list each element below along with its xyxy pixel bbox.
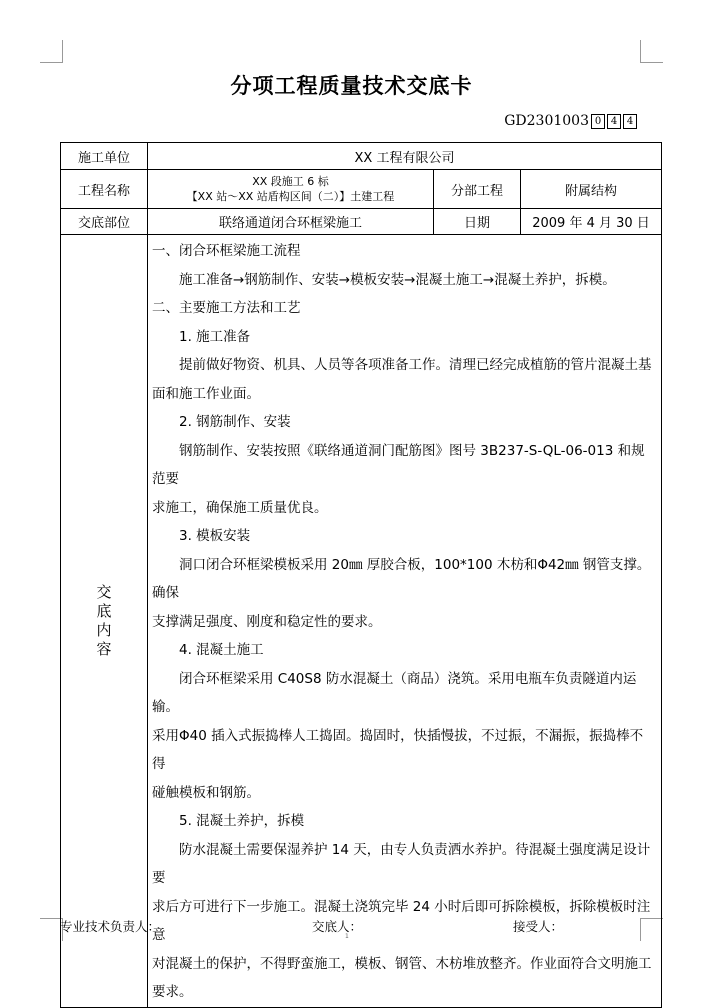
content-line: 提前做好物资、机具、人员等各项准备工作。清理已经完成植筋的管片混凝土基 [179, 357, 652, 373]
content-line: 施工准备→钢筋制作、安装→模板安装→混凝土施工→混凝土养护，拆模。 [179, 271, 616, 288]
document-number-prefix: GD2301003 [504, 113, 589, 129]
document-title: 分项工程质量技术交底卡 [230, 73, 473, 98]
content-line: 防水混凝土需要保湿养护 14 天，由专人负责洒水养护。待混凝土强度满足设计要 [152, 841, 651, 886]
part-label: 交底部位 [61, 209, 148, 235]
content-line: 求后方可进行下一步施工。混凝土浇筑完毕 24 小时后即可拆除模板，拆除模板时注意 [152, 898, 651, 943]
document-number [504, 113, 637, 129]
document-number-box: 4 [623, 114, 637, 129]
date-value: 2009 年 4 月 30 日 [521, 209, 662, 235]
subsection-heading: 1. 施工准备 [179, 328, 251, 345]
receiver-signature-label: 接受人： [513, 919, 564, 934]
content-line: 支撑满足强度、刚度和稳定性的要求。 [152, 613, 382, 630]
content-body [148, 235, 662, 1008]
subsection-heading: 3. 模板安装 [179, 528, 251, 544]
unit-label: 施工单位 [61, 143, 148, 170]
document-number-box: 0 [591, 114, 605, 129]
part-value: 联络通道闭合环框梁施工 [148, 209, 434, 235]
subproject-value: 附属结构 [521, 170, 662, 209]
tech-lead-signature-label: 专业技术负责人： [60, 919, 161, 934]
content-line: 钢筋制作、安装按照《联络通道洞门配筋图》图号 3B237-S-QL-06-013 和规范要 [152, 442, 645, 487]
subsection-heading: 4. 混凝土施工 [179, 642, 264, 658]
document-number-box: 4 [607, 114, 621, 129]
presenter-signature-label: 交底人： [312, 919, 363, 934]
content-line: 对混凝土的保护，不得野蛮施工，模板、钢管、木枋堆放整齐。作业面符合文明施工 [152, 955, 652, 972]
subproject-label: 分部工程 [434, 170, 521, 209]
section-heading: 二、主要施工方法和工艺 [152, 300, 301, 316]
content-line: 要求。 [152, 984, 193, 1000]
content-label-cell [61, 235, 148, 1008]
date-label: 日期 [434, 209, 521, 235]
project-name-line1: XX 段施工 6 标 [252, 175, 329, 188]
content-line: 洞口闭合环框梁模板采用 20㎜ 厚胶合板，100*100 木枋和Φ42㎜ 钢管支撑。确保 [152, 556, 651, 601]
page-number: 1 [345, 933, 349, 940]
content-line: 碰触模板和钢筋。 [152, 784, 260, 801]
disclosure-card-table [60, 142, 662, 1008]
content-line: 闭合环框梁采用 C40S8 防水混凝土（商品）浇筑。采用电瓶车负责隧道内运输。 [152, 670, 637, 715]
unit-value: XX 工程有限公司 [148, 143, 662, 170]
subsection-heading: 5. 混凝土养护，拆模 [179, 813, 305, 829]
project-label: 工程名称 [61, 170, 148, 209]
content-line: 采用Φ40 插入式振捣棒人工捣固。捣固时，快插慢拔，不过振，不漏振，振捣棒不得 [152, 727, 644, 772]
project-value [148, 170, 434, 209]
crop-mark-top-left [40, 40, 63, 63]
crop-mark-top-right [640, 40, 663, 63]
project-name-line2: 【XX 站～XX 站盾构区间（二）】土建工程 [186, 190, 395, 203]
content-label: 交底内容 [96, 582, 112, 658]
content-line: 面和施工作业面。 [152, 385, 260, 402]
subsection-heading: 2. 钢筋制作、安装 [179, 414, 291, 430]
content-line: 求施工，确保施工质量优良。 [152, 499, 328, 516]
section-heading: 一、闭合环框梁施工流程 [152, 243, 301, 259]
